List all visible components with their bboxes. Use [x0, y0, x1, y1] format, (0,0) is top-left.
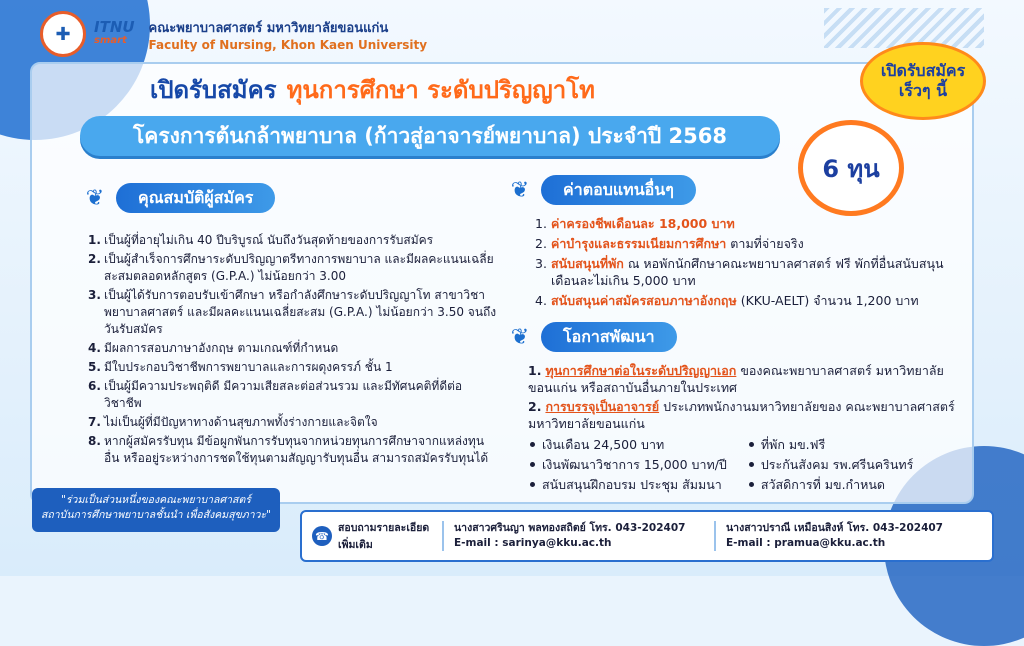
- stripe-decoration: [824, 8, 984, 48]
- opportunity-2: 2. การบรรจุเป็นอาจารย์ ประเภทพนักงานมหาวิทยาลัยของ คณะพยาบาลศาสตร์ มหาวิทยาลัยขอนแก่น: [528, 399, 955, 431]
- benefits-header: [505, 175, 696, 205]
- plant-hand-icon: ❦: [510, 177, 530, 203]
- list-item: เงินพัฒนาวิชาการ 15,000 บาท/ปี: [528, 456, 727, 473]
- bullet-list-left: [528, 436, 727, 496]
- phone-icon: ☎: [312, 526, 332, 546]
- badge-line-2: เร็วๆ นี้: [898, 81, 948, 100]
- list-item: สวัสดิการที่ มข.กำหนด: [747, 476, 913, 493]
- bullet-list-right: [747, 436, 913, 496]
- quote-line-2: สถาบันการศึกษาพยาบาลชั้นนำ เพื่อสังคมสุขภาวะ": [41, 509, 271, 521]
- contact-person-2: [714, 521, 986, 551]
- benefits-heading: ค่าตอบแทนอื่นๆ: [541, 175, 696, 205]
- list-item: 4. สนับสนุนค่าสมัครสอบภาษาอังกฤษ (KKU-AELT) จำนวน 1,200 บาท: [535, 293, 919, 308]
- contact-person-2-name: นางสาวปราณี เหมือนสิงห์ โทร. 043-202407: [726, 522, 943, 534]
- list-item: เงินเดือน 24,500 บาท: [528, 436, 727, 453]
- opportunity-1: 1. ทุนการศึกษาต่อในระดับปริญญาเอก ของคณะพยาบาลศาสตร์ มหาวิทยาลัยขอนแก่น หรือสถาบันอื่นภายในประเทศ: [528, 363, 944, 395]
- open-soon-badge: [860, 42, 986, 120]
- header: [40, 12, 427, 56]
- benefits-list: [535, 215, 965, 312]
- contact-person-1-name: นางสาวศรินญา พลทองสถิตย์ โทร. 043-202407: [454, 522, 686, 534]
- list-item: 1. ค่าครองชีพเดือนละ 18,000 บาท: [535, 216, 735, 231]
- opportunities-content: [528, 362, 958, 496]
- faculty-logo-icon: ✚: [40, 11, 86, 57]
- faculty-name-th: คณะพยาบาลศาสตร์ มหาวิทยาลัยขอนแก่น: [148, 20, 389, 36]
- plant-hand-icon: ❦: [510, 324, 530, 350]
- opportunity-bullets: [528, 436, 958, 496]
- list-item: 6. เป็นผู้มีความประพฤติดี มีความเสียสละต่อส่วนรวม และมีทัศนคติที่ดีต่อวิชาชีพ: [88, 379, 463, 410]
- contact-footer: [300, 510, 994, 562]
- list-item: 1. เป็นผู้ที่อายุไม่เกิน 40 ปีบริบูรณ์ นับถึงวันสุดท้ายของการรับสมัคร: [88, 233, 434, 247]
- opportunities-header: [505, 322, 677, 352]
- plant-hand-icon: ❦: [85, 185, 105, 211]
- list-item: 8. หากผู้สมัครรับทุน มีข้อผูกพันการรับทุนจากหน่วยทุนการศึกษาจากแหล่งทุนอื่น หรืออยู่ระหว่างการชดใช้ทุนตามสัญญารับทุนอื่น สามารถสมัครรับทุนได้: [88, 434, 489, 465]
- list-item: 5. มีใบประกอบวิชาชีพการพยาบาลและการผดุงครรภ์ ชั้น 1: [88, 360, 393, 374]
- list-item: ที่พัก มข.ฟรี: [747, 436, 913, 453]
- quote-line-1: "ร่วมเป็นส่วนหนึ่งของคณะพยาบาลศาสตร์: [61, 494, 251, 506]
- logo-text: ITNU: [94, 18, 135, 36]
- contact-label-line-1: สอบถามรายละเอียด: [338, 522, 430, 534]
- list-item: 2. เป็นผู้สำเร็จการศึกษาระดับปริญญาตรีทางการพยาบาล และมีผลคะแนนเฉลี่ยสะสมตลอดหลักสูตร (G.P.A.) ไม่น้อยกว่า 3.00: [88, 252, 494, 283]
- contact-person-1-email[interactable]: E-mail : sarinya@kku.ac.th: [454, 537, 612, 549]
- logo-wordmark: [94, 20, 135, 48]
- page-title: [150, 70, 595, 109]
- faculty-name-en: Faculty of Nursing, Khon Kaen University: [148, 37, 428, 52]
- title-highlight: ทุนการศึกษา ระดับปริญญาโท: [286, 76, 595, 104]
- scholarship-count: 6 ทุน: [798, 120, 904, 216]
- program-banner: โครงการต้นกล้าพยาบาล (ก้าวสู่อาจารย์พยาบาล) ประจำปี 2568: [80, 116, 780, 156]
- qualifications-list: [88, 232, 498, 469]
- slogan-quote: [32, 488, 280, 532]
- list-item: ประกันสังคม รพ.ศรีนครินทร์: [747, 456, 913, 473]
- faculty-name: [149, 17, 428, 52]
- qualifications-header: [80, 183, 275, 213]
- list-item: 4. มีผลการสอบภาษาอังกฤษ ตามเกณฑ์ที่กำหนด: [88, 341, 339, 355]
- contact-person-1: [442, 521, 714, 551]
- list-item: 3. สนับสนุนที่พัก ณ หอพักนักศึกษาคณะพยาบาลศาสตร์ ฟรี พักที่อื่นสนับสนุนเดือนละไม่เกิน 5,000 บาท: [535, 256, 944, 288]
- title-prefix: เปิดรับสมัคร: [150, 76, 277, 104]
- list-item: 7. ไม่เป็นผู้ที่มีปัญหาทางด้านสุขภาพทั้งร่างกายและจิตใจ: [88, 415, 378, 429]
- contact-person-2-email[interactable]: E-mail : pramua@kku.ac.th: [726, 537, 886, 549]
- contact-label-line-2: เพิ่มเติม: [338, 539, 373, 551]
- logo-sub: smart: [94, 35, 127, 46]
- list-item: 2. ค่าบำรุงและธรรมเนียมการศึกษา ตามที่จ่ายจริง: [535, 236, 804, 251]
- opportunities-heading: โอกาสพัฒนา: [541, 322, 677, 352]
- list-item: 3. เป็นผู้ได้รับการตอบรับเข้าศึกษา หรือกำลังศึกษาระดับปริญญาโท สาขาวิชาพยาบาลศาสตร์ และมีผลคะแนนเฉลี่ยสะสม (G.P.A.) ไม่น้อยกว่า 3.50 จนถึงวันรับสมัคร: [88, 288, 497, 336]
- badge-line-1: เปิดรับสมัคร: [880, 61, 966, 80]
- contact-label: [302, 519, 442, 553]
- list-item: สนับสนุนฝึกอบรม ประชุม สัมมนา: [528, 476, 727, 493]
- qualifications-heading: คุณสมบัติผู้สมัคร: [116, 183, 275, 213]
